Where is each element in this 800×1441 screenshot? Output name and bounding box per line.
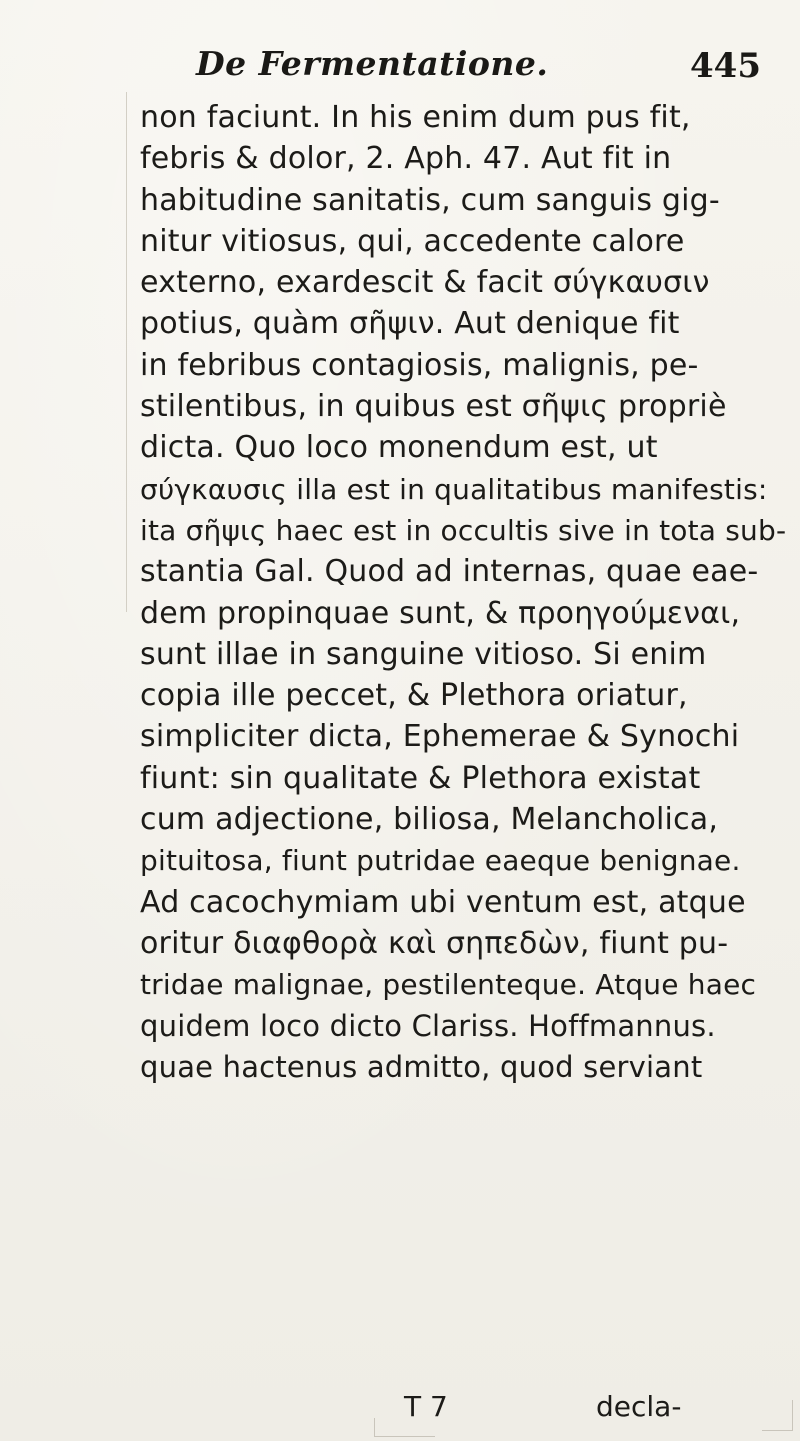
page-footer (0, 1390, 800, 1435)
text-line: oritur διαφθορὰ καὶ σηπεδὼν, fiunt pu- (140, 925, 729, 961)
page-edge-rule (126, 92, 127, 612)
page-header (0, 42, 800, 102)
text-line: quidem loco dicto Clariss. Hoffmannus. (140, 1008, 716, 1043)
text-line: potius, quàm σῆψιν. Aut denique fit (140, 306, 680, 342)
text-line: habitudine sanitatis, cum sanguis gig- (140, 182, 720, 218)
text-line: fiunt: sin qualitate & Plethora existat (140, 760, 701, 796)
text-line: stilentibus, in quibus est σῆψις propriè (140, 389, 727, 425)
footer-frame-mark (374, 1418, 435, 1437)
text-line: quae hactenus admitto, quod serviant (140, 1049, 703, 1084)
text-line: stantia Gal. Quod ad internas, quae eae- (140, 554, 759, 590)
signature-mark: T 7 (404, 1390, 448, 1423)
running-title: De Fermentatione. (196, 44, 549, 83)
text-line: pituitosa, fiunt putridae eaeque benignae. (140, 844, 741, 878)
text-line: sunt illae in sanguine vitioso. Si enim (140, 636, 707, 672)
text-line: tridae malignae, pestilenteque. Atque haec (140, 968, 757, 1002)
text-line: copia ille peccet, & Plethora oriatur, (140, 678, 688, 714)
text-line: externo, exardescit & facit σύγκαυσιν (140, 265, 710, 301)
text-line: dicta. Quo loco monendum est, ut (140, 430, 658, 466)
catchword: decla- (596, 1390, 682, 1423)
text-line: σύγκαυσις illa est in qualitatibus manifestis: (140, 472, 768, 506)
text-line: non faciunt. In his enim dum pus fit, (140, 100, 691, 135)
text-line: cum adjectione, biliosa, Melancholica, (140, 802, 719, 838)
text-line: Ad cacochymiam ubi ventum est, atque (140, 884, 746, 920)
text-line: in febribus contagiosis, malignis, pe- (140, 347, 699, 383)
text-line: simpliciter dicta, Ephemerae & Synochi (140, 719, 740, 755)
text-line: ita σῆψις haec est in occultis sive in tota sub- (140, 513, 787, 547)
corner-frame-mark (762, 1400, 793, 1431)
body-text (140, 97, 795, 1088)
text-line: febris & dolor, 2. Aph. 47. Aut fit in (140, 141, 672, 177)
page-number: 445 (690, 46, 761, 86)
text-line: dem propinquae sunt, & προηγούμεναι, (140, 595, 741, 631)
text-line: nitur vitiosus, qui, accedente calore (140, 223, 685, 259)
